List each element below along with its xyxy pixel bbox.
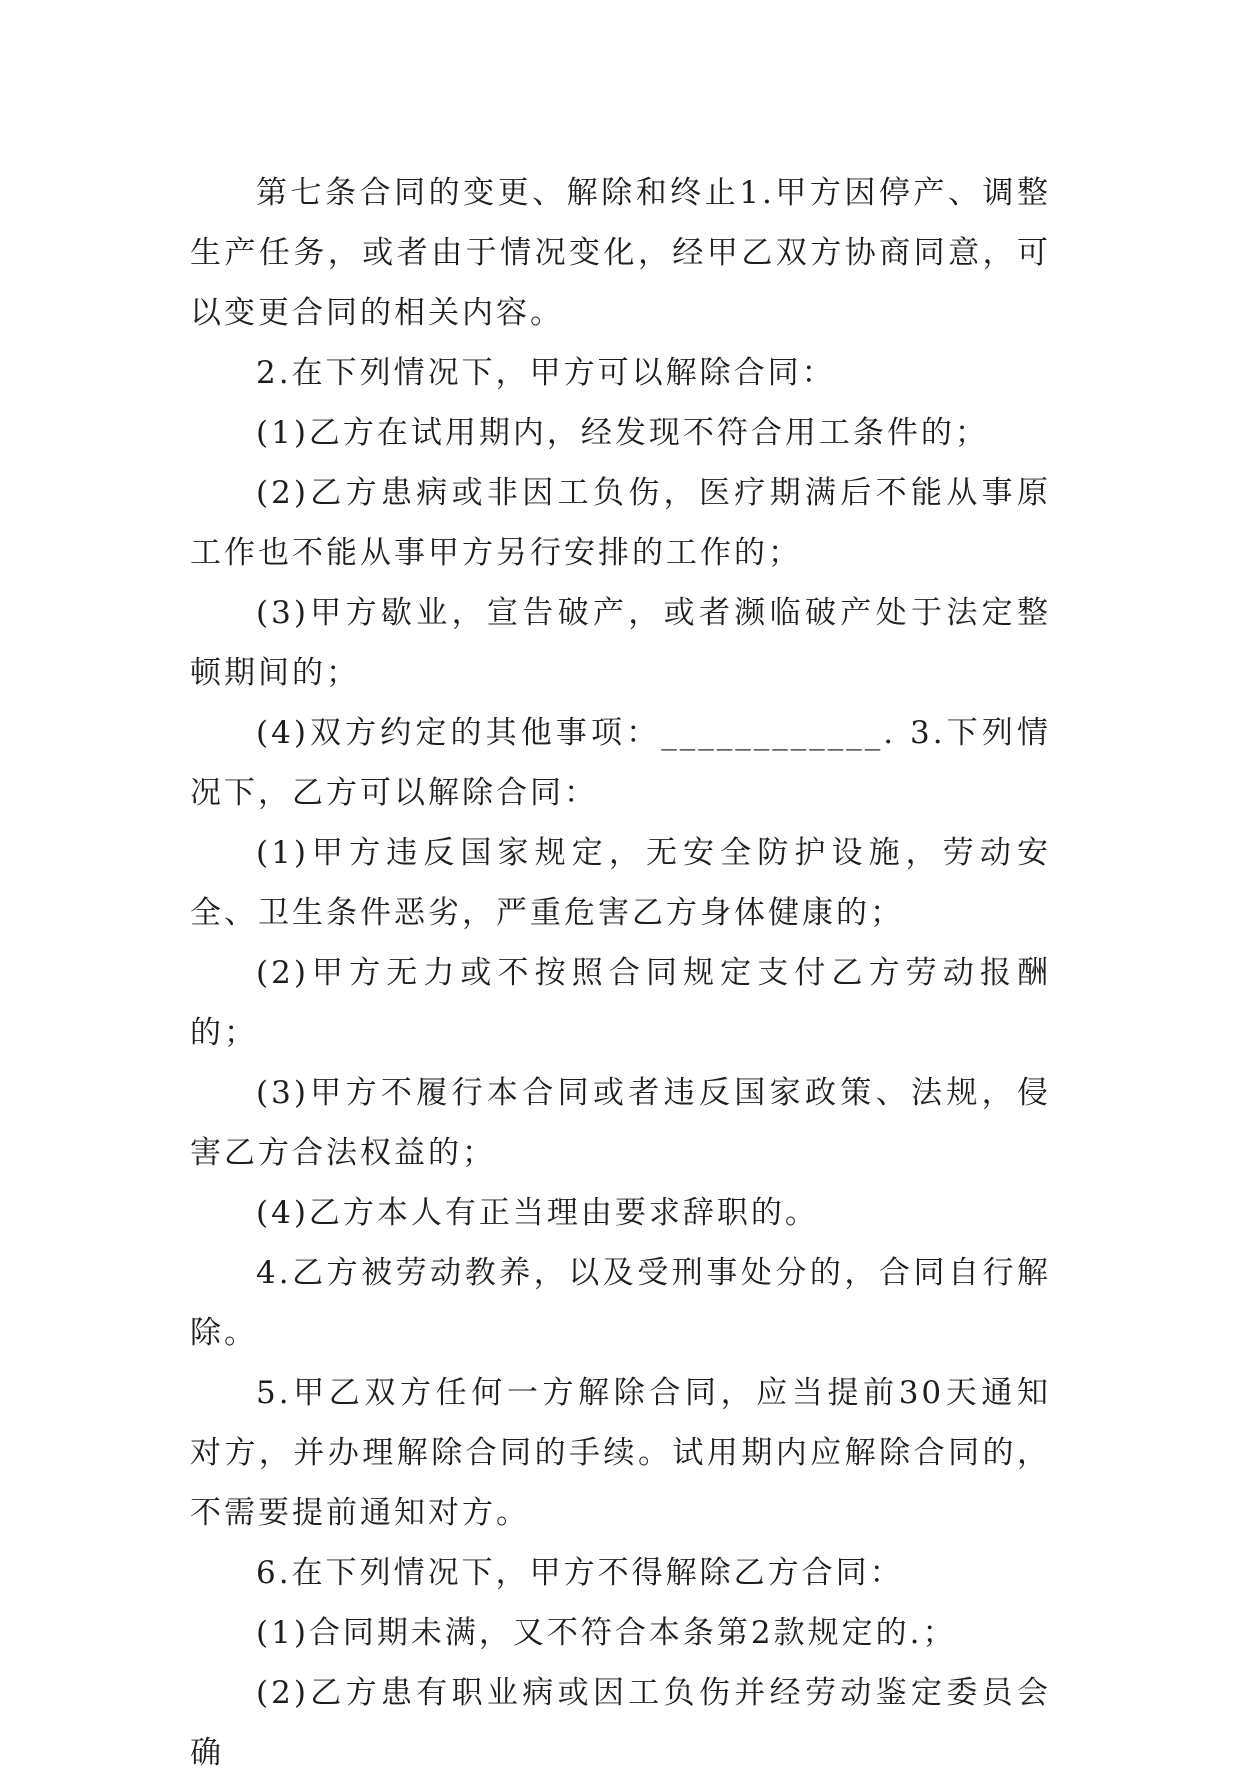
paragraph-clause-2-item-1: (1)乙方在试用期内，经发现不符合用工条件的； [256, 415, 989, 451]
paragraph-clause-2-item-4: (4)双方约定的其他事项：____________. 3.下列情况下，乙方可以解除合同： [190, 715, 1051, 811]
paragraph-article-7: 第七条合同的变更、解除和终止1.甲方因停产、调整生产任务，或者由于情况变化，经甲乙双方协商同意，可以变更合同的相关内容。 [190, 175, 1051, 331]
paragraph-clause-3-item-2: (2)甲方无力或不按照合同规定支付乙方劳动报酬的； [190, 955, 1051, 1051]
paragraph-clause-3-item-4: (4)乙方本人有正当理由要求辞职的。 [256, 1195, 819, 1231]
paragraph-clause-6-item-2: (2)乙方患有职业病或因工负伤并经劳动鉴定委员会确 [190, 1675, 1051, 1771]
paragraph-clause-5: 5.甲乙双方任何一方解除合同，应当提前30天通知对方，并办理解除合同的手续。试用期内应解除合同的，不需要提前通知对方。 [190, 1375, 1051, 1531]
paragraph-clause-2-item-2: (2)乙方患病或非因工负伤，医疗期满后不能从事原工作也不能从事甲方另行安排的工作的； [190, 475, 1051, 571]
paragraph-clause-3-item-3: (3)甲方不履行本合同或者违反国家政策、法规，侵害乙方合法权益的； [190, 1075, 1051, 1171]
paragraph-clause-2-item-3: (3)甲方歇业，宣告破产，或者濒临破产处于法定整顿期间的； [190, 595, 1051, 691]
paragraph-clause-2: 2.在下列情况下，甲方可以解除合同： [256, 355, 836, 391]
paragraph-clause-6: 6.在下列情况下，甲方不得解除乙方合同： [256, 1555, 904, 1591]
paragraph-clause-3-item-1: (1)甲方违反国家规定，无安全防护设施，劳动安全、卫生条件恶劣，严重危害乙方身体健康的； [190, 835, 1051, 931]
paragraph-clause-6-item-1: (1)合同期未满，又不符合本条第2款规定的.； [256, 1615, 957, 1651]
document-body [190, 163, 1051, 1783]
paragraph-clause-4: 4.乙方被劳动教养，以及受刑事处分的，合同自行解除。 [190, 1255, 1051, 1351]
